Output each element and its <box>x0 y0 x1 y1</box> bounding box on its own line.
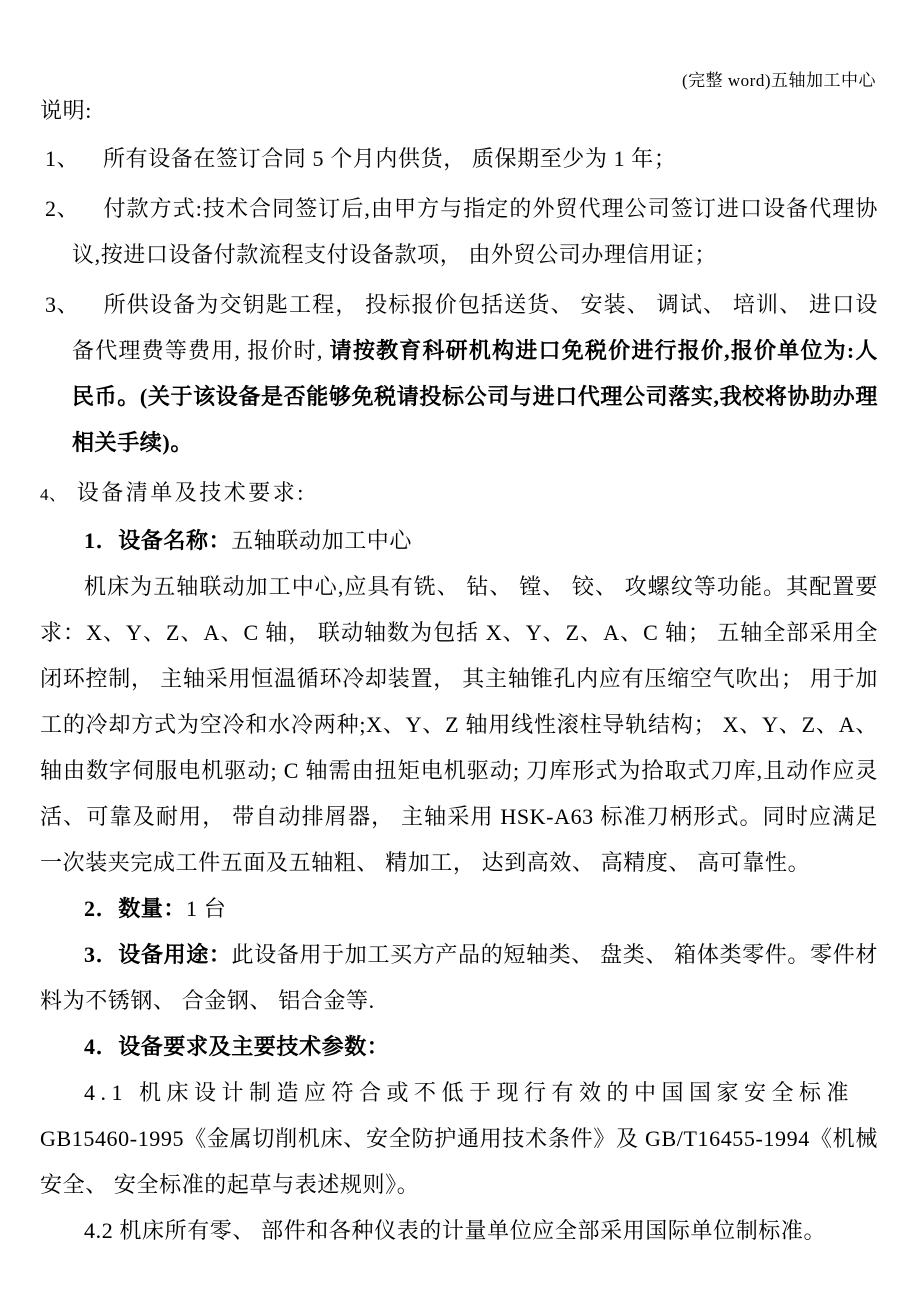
list-item-3 <box>40 282 878 466</box>
section-3-paragraph <box>40 932 878 1024</box>
list-item-2-number: 2、 <box>45 196 80 221</box>
list-item-2 <box>40 186 878 278</box>
intro-label: 说明: <box>40 98 92 123</box>
section-1-label: 1．设备名称： <box>84 528 232 553</box>
section-2-heading <box>40 886 878 932</box>
list-item-1-text: 所有设备在签订合同 5 个月内供货， 质保期至少为 1 年； <box>103 146 677 171</box>
section-1-heading <box>40 518 878 564</box>
section-1-body: 机床为五轴联动加工中心,应具有铣、 钻、 镗、 铰、 攻螺纹等功能。其配置要求：X、Y、Z、A、C 轴， 联动轴数为包括 X、Y、Z、A、C 轴； 五轴全部采用全闭环控制， 主轴采用恒温循环冷却装置， 其主轴锥孔内应有压缩空气吹出； 用于加工的冷却方式为空冷和水冷两种;X、Y、Z 轴用线性滚柱导轨结构； X、Y、Z、A、轴由数字伺服电机驱动; C 轴需由扭矩电机驱动; 刀库形式为拾取式刀库,且动作应灵活、可靠及耐用， 带自动排屑器， 主轴采用 HSK-A63 标准刀柄形式。同时应满足一次装夹完成工件五面及五轴粗、 精加工， 达到高效、 高精度、 高可靠性。 <box>40 574 878 875</box>
section-1-value: 五轴联动加工中心 <box>231 528 413 553</box>
list-item-4-number: 4、 <box>40 485 67 504</box>
list-item-3-number: 3、 <box>45 292 80 317</box>
clause-4-1-rest: GB15460-1995《金属切削机床、安全防护通用技术条件》及 GB/T16455-1994《机械安全、 安全标准的起草与表述规则》。 <box>40 1126 878 1197</box>
list-item-2-text: 付款方式:技术合同签订后,由甲方与指定的外贸代理公司签订进口设备代理协议,按进口设备付款流程支付设备款项， 由外贸公司办理信用证； <box>72 196 878 267</box>
section-2-label: 2．数量： <box>84 896 187 921</box>
document-header-title: (完整 word)五轴加工中心 <box>681 71 876 90</box>
section-3-label: 3．设备用途： <box>84 942 232 967</box>
list-item-1 <box>40 136 878 182</box>
clause-4-1-line1: 4.1 机床设计制造应符合或不低于现行有效的中国国家安全标准 <box>84 1080 855 1105</box>
clause-4-2: 4.2 机床所有零、 部件和各种仪表的计量单位应全部采用国际单位制标准。 <box>84 1218 827 1243</box>
list-item-3-text-normal: 所供设备为交钥匙工程， 投标报价包括送货、 安装、 调试、 培训、 进口设备代理费等费用, 报价时, <box>72 292 878 363</box>
list-item-1-number: 1、 <box>45 146 80 171</box>
section-3-value: 此设备用于加工买方产品的短轴类、 盘类、 箱体类零件。零件材料为不锈钢、 合金钢、 铝合金等. <box>40 942 878 1013</box>
list-item-4-text: 设备清单及技术要求: <box>76 480 306 505</box>
section-4-label: 4．设备要求及主要技术参数： <box>84 1034 390 1059</box>
section-4-heading <box>40 1024 878 1070</box>
list-item-3-text-bold: 请按教育科研机构进口免税价进行报价,报价单位为:人民币。(关于该设备是否能够免税请投标公司与进口代理公司落实,我校将协助办理相关手续)。 <box>72 338 878 455</box>
list-item-4 <box>40 470 878 518</box>
section-2-value: 1 台 <box>186 896 227 921</box>
